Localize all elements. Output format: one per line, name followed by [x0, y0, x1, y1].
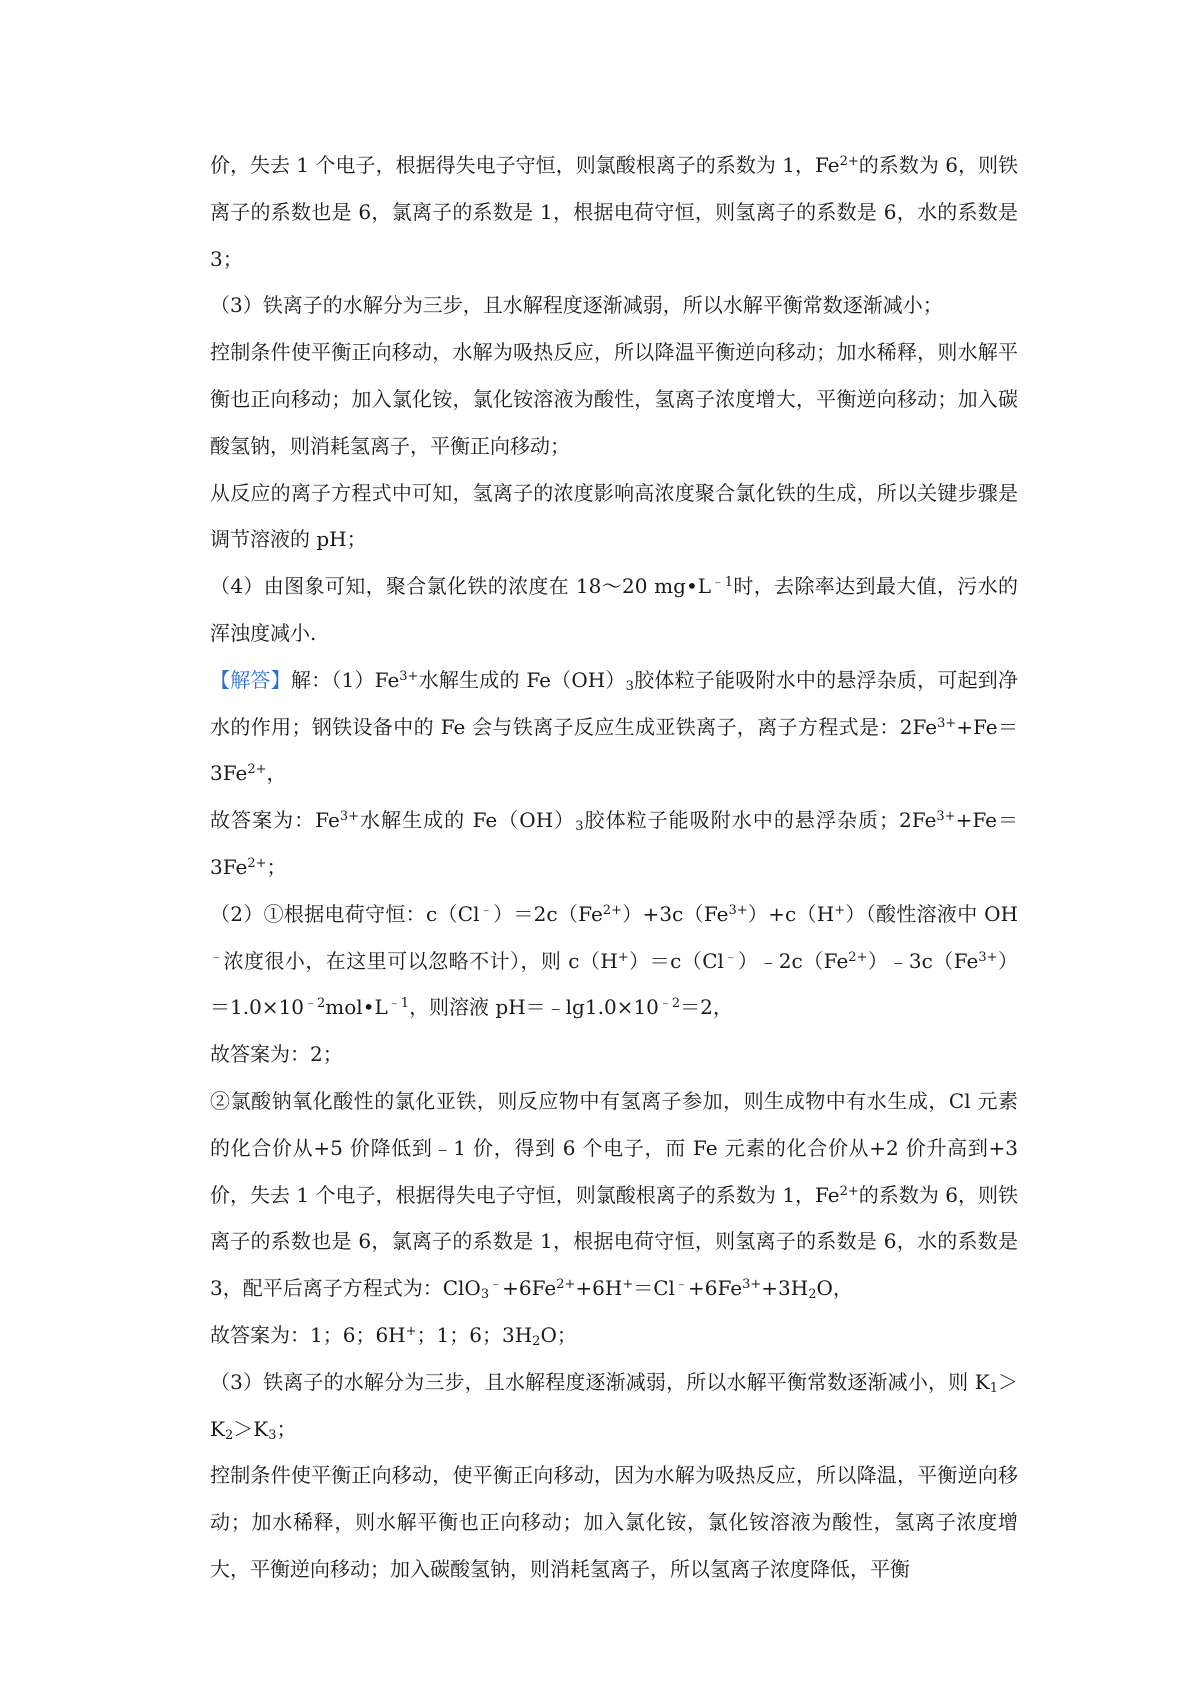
- text-run: +Fe＝3Fe: [210, 808, 1018, 879]
- text-run: 时，去除率达到最大值，污水的浑浊度减小.: [210, 574, 1019, 645]
- text-run: ）﹣2c（Fe: [737, 948, 849, 973]
- subscript: 2: [808, 1287, 817, 1303]
- text-run: +Fe＝3Fe: [210, 714, 1018, 786]
- superscript: ﹣2: [658, 996, 681, 1012]
- paragraph: [210, 1312, 1018, 1359]
- paragraph: [210, 1031, 1018, 1078]
- superscript: 3+: [339, 809, 359, 825]
- subscript: 3: [625, 678, 634, 694]
- text-run: 的系数为 6，则铁离子的系数也是 6，氯离子的系数是 1，根据电荷守恒，则氢离子的系数是 6，水的系数是 3，配平后离子方程式为：ClO: [210, 1182, 1018, 1301]
- subscript: 3: [480, 1287, 490, 1303]
- text-run: 的系数为 6，则铁离子的系数也是 6，氯离子的系数是 1，根据电荷守恒，则氢离子的系数是 6，水的系数是 3；: [210, 153, 1018, 271]
- superscript: 2+: [556, 1277, 576, 1293]
- text-run: ＝2，: [680, 995, 733, 1020]
- paragraph: [210, 1359, 1018, 1453]
- text-run: ＝Cl: [633, 1276, 675, 1301]
- text-run: 故答案为：2；: [210, 1042, 343, 1067]
- superscript: 3+: [742, 1277, 762, 1293]
- text-run: +6Fe: [502, 1276, 557, 1301]
- superscript: ﹣: [723, 949, 738, 965]
- superscript: ﹣: [210, 949, 224, 965]
- paragraph: [210, 470, 1018, 564]
- text-run: 控制条件使平衡正向移动，水解为吸热反应，所以降温平衡逆向移动；加水稀释，则水解平衡也正向移动；加入氯化铵，氯化铵溶液为酸性，氢离子浓度增大，平衡逆向移动；加入碳酸氢钠，则消耗氢离子，平衡正向移动；: [210, 340, 1018, 458]
- superscript: ﹣: [489, 1277, 503, 1293]
- superscript: ﹣2: [304, 996, 326, 1012]
- answer-label: 【解答】: [210, 667, 291, 692]
- superscript: +: [622, 1277, 634, 1293]
- paragraph: [210, 282, 1018, 329]
- text-run: 解：（1）Fe: [290, 667, 400, 692]
- superscript: 3+: [728, 902, 748, 918]
- superscript: +: [834, 902, 846, 918]
- text-run: ）＝1.0×10: [210, 948, 1018, 1020]
- subscript: 1: [989, 1380, 998, 1396]
- superscript: ﹣: [479, 902, 494, 918]
- text-run: （3）铁离子的水解分为三步，且水解程度逐渐减弱，所以水解平衡常数逐渐减小，则 K: [210, 1369, 990, 1394]
- superscript: 2+: [602, 902, 622, 918]
- text-run: ②氯酸钠氧化酸性的氯化亚铁，则反应物中有氢离子参加，则生成物中有水生成，Cl 元素的化合价从+5 价降低到﹣1 价，得到 6 个电子，而 Fe 元素的化合价从+2 价升高到+3 价，失去 1 个电子，根据得失电子守恒，则氯酸根离子的系数为 1，Fe: [210, 1088, 1018, 1207]
- text-run: （2）①根据电荷守恒：c（Cl: [210, 901, 480, 926]
- text-run: 浓度很小，在这里可以忽略不计），则 c（H: [223, 948, 618, 973]
- text-run: O，: [816, 1276, 853, 1301]
- superscript: 3+: [937, 715, 957, 731]
- text-run: 水解生成的 Fe（OH）: [358, 808, 576, 833]
- answer-heading-paragraph: [210, 657, 1018, 797]
- text-run: 价，失去 1 个电子，根据得失电子守恒，则氯酸根离子的系数为 1，Fe: [210, 153, 840, 177]
- text-run: 控制条件使平衡正向移动，使平衡正向移动，因为水解为吸热反应，所以降温，平衡逆向移动；加水稀释，则水解平衡也正向移动；加入氯化铵，氯化铵溶液为酸性，氢离子浓度增大，平衡逆向移动；加入碳酸氢钠，则消耗氢离子，所以氢离子浓度降低，平衡: [210, 1463, 1018, 1581]
- subscript: 3: [268, 1427, 277, 1443]
- text-run: +6Fe: [687, 1276, 743, 1301]
- text-run: 从反应的离子方程式中可知，氢离子的浓度影响高浓度聚合氯化铁的生成，所以关键步骤是调节溶液的 pH；: [210, 480, 1018, 552]
- text-run: ）（酸性溶液中 OH: [845, 901, 1018, 926]
- text-run: +6H: [575, 1276, 623, 1301]
- superscript: +: [405, 1323, 417, 1339]
- superscript: ﹣1: [387, 996, 410, 1012]
- text-run: （4）由图象可知，聚合氯化铁的浓度在 18～20 mg•L: [210, 574, 712, 599]
- text-run: 故答案为：1；6；6H: [210, 1322, 406, 1347]
- solution-text-body: [210, 142, 1018, 1593]
- subscript: 3: [575, 819, 584, 835]
- text-run: ；: [266, 854, 287, 879]
- paragraph: [210, 329, 1018, 469]
- text-run: ，则溶液 pH＝﹣lg1.0×10: [409, 995, 659, 1020]
- paragraph: [210, 563, 1018, 657]
- text-run: ＞K: [210, 1369, 1018, 1441]
- text-run: ）+c（H: [747, 901, 835, 926]
- text-run: （3）铁离子的水解分为三步，且水解程度逐渐减弱，所以水解平衡常数逐渐减小；: [210, 293, 943, 318]
- text-run: ；: [276, 1416, 297, 1441]
- superscript: 3+: [936, 809, 956, 825]
- text-run: ，: [266, 761, 287, 786]
- text-run: ）+3c（Fe: [621, 901, 729, 926]
- subscript: 2: [224, 1427, 234, 1443]
- superscript: ﹣1: [711, 575, 734, 591]
- text-run: 胶体粒子能吸附水中的悬浮杂质；2Fe: [583, 808, 937, 833]
- paragraph: [210, 142, 1018, 282]
- superscript: 2+: [839, 1183, 859, 1199]
- text-run: ）＝c（Cl: [628, 948, 724, 973]
- text-run: O；: [540, 1322, 577, 1347]
- text-run: ；1；6；3H: [416, 1322, 533, 1347]
- superscript: 2+: [247, 855, 267, 871]
- superscript: 3+: [978, 949, 998, 965]
- text-run: 水解生成的 Fe（OH）: [418, 667, 626, 692]
- superscript: 2+: [247, 762, 267, 778]
- paragraph: [210, 797, 1018, 891]
- paragraph: [210, 1452, 1018, 1592]
- text-run: 故答案为：Fe: [210, 808, 340, 833]
- superscript: ﹣: [674, 1277, 688, 1293]
- text-run: +3H: [761, 1276, 809, 1301]
- paragraph: [210, 891, 1018, 1031]
- superscript: +: [617, 949, 629, 965]
- paragraph: [210, 1078, 1018, 1312]
- text-run: mol•L: [325, 995, 388, 1020]
- superscript: 2+: [848, 949, 868, 965]
- superscript: 2+: [839, 154, 859, 169]
- superscript: 3+: [399, 668, 419, 684]
- subscript: 2: [532, 1333, 541, 1349]
- text-run: ）＝2c（Fe: [493, 901, 603, 926]
- text-run: 胶体粒子能吸附水中的悬浮杂质，可起到净水的作用；钢铁设备中的 Fe 会与铁离子反应生成亚铁离子，离子方程式是：2Fe: [210, 667, 1019, 739]
- text-run: ＞K: [233, 1416, 269, 1441]
- text-run: ）﹣3c（Fe: [867, 948, 979, 973]
